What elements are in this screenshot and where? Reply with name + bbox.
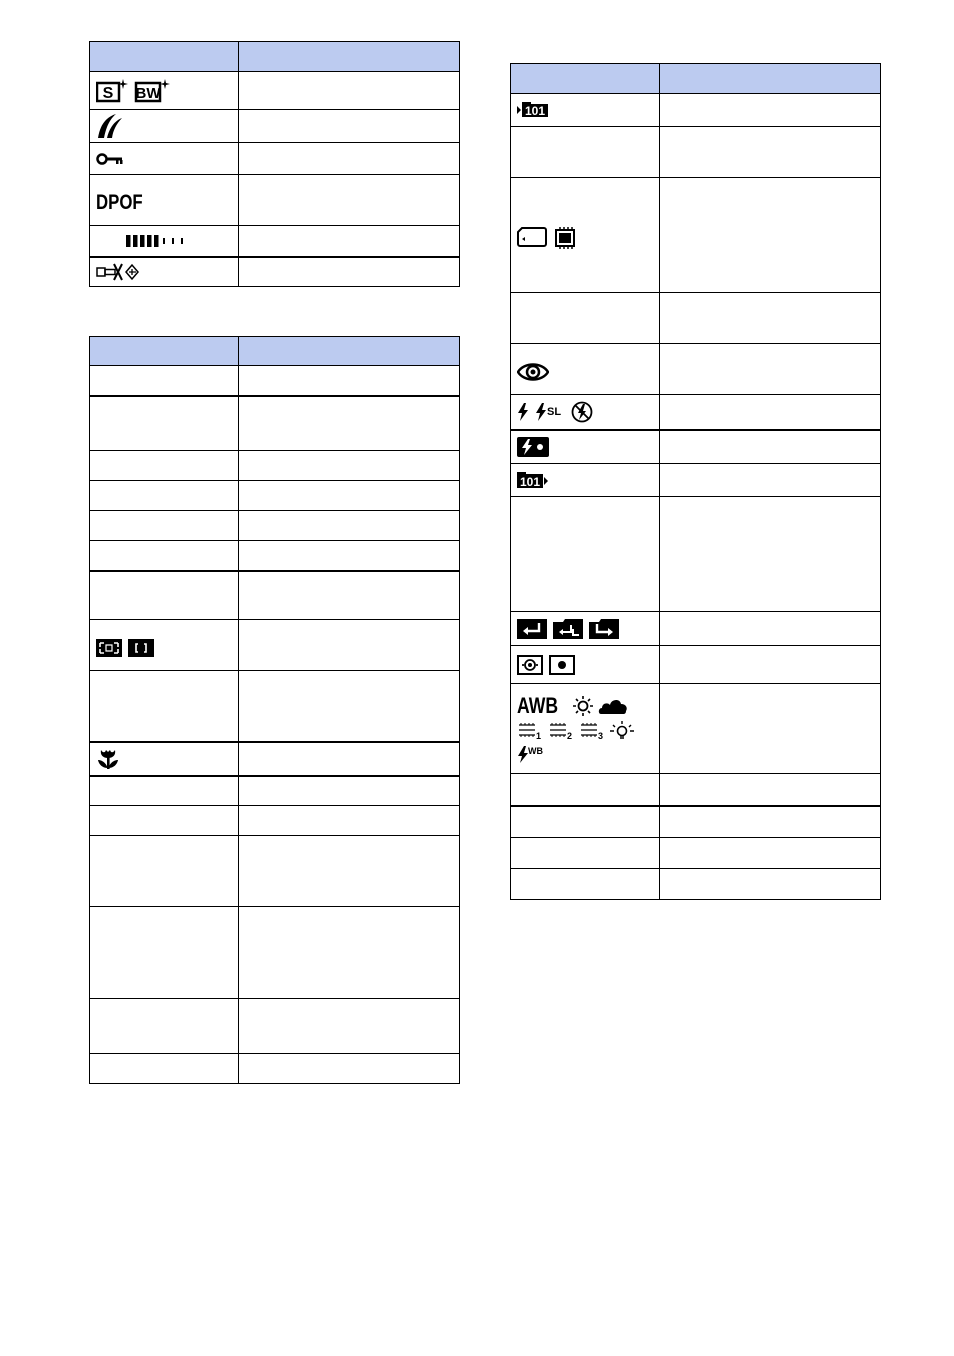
table3-header-meaning <box>660 64 881 94</box>
table-row <box>511 178 881 293</box>
flash-icon <box>517 403 529 421</box>
table-row <box>511 430 881 464</box>
dpof-icon: DPOF <box>96 191 143 214</box>
fluorescent-1-icon <box>517 722 543 740</box>
flash-wb-icon <box>517 745 545 763</box>
table1-header-indicator <box>90 42 239 72</box>
table-row <box>90 620 460 671</box>
table1-header-meaning <box>239 42 460 72</box>
table-row <box>90 257 460 287</box>
indicator-table-2 <box>89 336 460 1084</box>
metering-multi-icon <box>517 655 543 675</box>
table-row <box>511 94 881 127</box>
table-row <box>90 451 460 481</box>
table-row <box>511 646 881 684</box>
awb-icon: AWB <box>517 692 559 718</box>
slow-sync-flash-icon <box>535 403 565 421</box>
svg-text:SL: SL <box>547 405 562 418</box>
table-row <box>90 72 460 110</box>
flash-off-icon <box>571 401 593 423</box>
cloudy-icon <box>598 697 628 715</box>
fluorescent-2-icon <box>548 722 574 740</box>
svg-text:WB: WB <box>528 745 543 756</box>
table-row <box>90 742 460 776</box>
table-row <box>90 366 460 396</box>
macro-icon <box>96 748 120 770</box>
svg-text:3: 3 <box>598 730 604 740</box>
table-row <box>90 226 460 257</box>
table-row <box>511 497 881 612</box>
table-row <box>511 612 881 646</box>
table-row <box>511 774 881 806</box>
af-area-spot-icon <box>128 639 154 657</box>
battery-level-icon <box>126 234 188 248</box>
internal-memory-icon <box>553 226 577 250</box>
indicator-table-3 <box>510 63 881 900</box>
table-row <box>90 110 460 143</box>
table-row <box>511 684 881 774</box>
svg-text:S: S <box>102 84 114 102</box>
table-row <box>511 464 881 497</box>
table-row <box>90 1054 460 1084</box>
table-row <box>90 396 460 451</box>
recording-folder-icon <box>517 472 549 489</box>
af-area-wide-icon <box>96 639 122 657</box>
svg-text:101: 101 <box>524 104 546 118</box>
table-row <box>90 541 460 571</box>
table-row <box>90 776 460 806</box>
playback-folder-icon <box>517 102 549 118</box>
table-row <box>90 511 460 541</box>
daylight-icon <box>573 696 593 716</box>
indicator-table-1 <box>89 41 460 287</box>
table-row <box>90 806 460 836</box>
flash-charging-icon <box>517 437 549 457</box>
memory-card-icon <box>517 226 547 248</box>
svg-text:2: 2 <box>567 730 573 740</box>
folder-change-icon <box>553 619 583 639</box>
table-row <box>511 127 881 178</box>
bw-effect-icon <box>134 78 170 104</box>
table-row <box>90 907 460 999</box>
table-row <box>511 869 881 900</box>
table-row <box>511 344 881 395</box>
table-row <box>90 836 460 907</box>
table-row <box>511 806 881 838</box>
fluorescent-3-icon <box>579 722 605 740</box>
red-eye-icon <box>517 361 549 383</box>
table-row <box>90 481 460 511</box>
svg-text:1: 1 <box>536 730 542 740</box>
table-row <box>90 671 460 742</box>
table-row <box>90 571 460 620</box>
svg-text:BW: BW <box>135 84 161 102</box>
folder-next-icon <box>589 619 619 639</box>
table-row <box>511 838 881 869</box>
svg-text:101: 101 <box>519 474 541 489</box>
table-row <box>511 293 881 344</box>
white-balance-icons <box>517 691 659 767</box>
sepia-effect-icon <box>96 78 128 104</box>
table-row <box>90 175 460 226</box>
table-row <box>90 999 460 1054</box>
usb-connection-icon <box>96 262 140 282</box>
metering-spot-icon <box>549 655 575 675</box>
table-row <box>90 143 460 175</box>
table3-header-indicator <box>511 64 660 94</box>
table-row <box>511 395 881 430</box>
quill-icon <box>96 113 124 139</box>
table2-header-meaning <box>239 337 460 366</box>
return-icon <box>517 619 547 639</box>
incandescent-icon <box>610 721 634 741</box>
table2-header-indicator <box>90 337 239 366</box>
key-protect-icon <box>96 151 124 167</box>
